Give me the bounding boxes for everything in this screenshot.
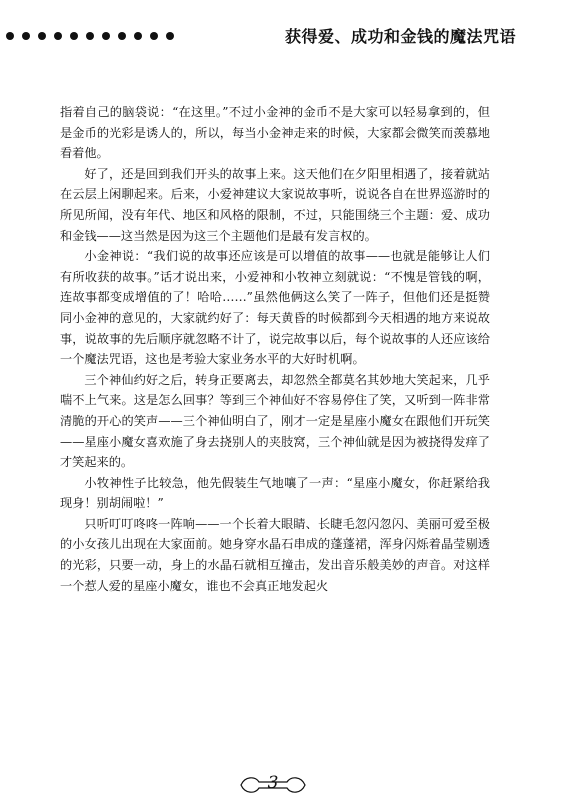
header-dot [134,32,142,40]
header-dot [166,32,174,40]
header-dot [70,32,78,40]
paragraph: 指着自己的脑袋说：“在这里。”不过小金神的金币不是大家可以轻易拿到的，但是金币的光彩是诱人的，所以，每当小金神走来的时候，大家都会微笑而羡慕地看着他。 [60,105,490,161]
paragraph: 小金神说：“我们说的故事还应该是可以增值的故事——也就是能够让人们有所收获的故事。”话才说出来，小爱神和小牧神立刻就说：“不愧是管钱的啊，连故事都变成增值的了！哈哈……”虽然他俩这么笑了一阵子，但他们还是挺赞同小金神的意见的，大家就约好了：每天黄昏的时候都到今天相遇的地方来说故事，说故事的先后顺序就忽略不计了，说完故事以后，每个说故事的人还应该给一个魔法咒语，这也是考验大家业务水平的大好时机啊。 [60,249,490,367]
header-dot [150,32,158,40]
paragraph: 只听叮叮咚咚一阵响——一个长着大眼睛、长睫毛忽闪忽闪、美丽可爱至极的小女孩儿出现在大家面前。她身穿水晶石串成的蓬蓬裙，浑身闪烁着晶莹剔透的光彩，只要一动，身上的水晶石就相互撞击，发出音乐般美妙的声音。对这样一个惹人爱的星座小魔女，谁也不会真正地发起火 [60,516,490,593]
page-number-ornament [237,770,309,800]
header-dot [22,32,30,40]
body-text [60,102,490,596]
paragraph: 小牧神性子比较急，他先假装生气地嚷了一声：“星座小魔女，你赶紧给我现身！别胡闹啦！” [60,475,490,511]
running-header [0,22,570,52]
header-title: 获得爱、成功和金钱的魔法咒语 [284,27,516,46]
header-dot [6,32,14,40]
header-dot [38,32,46,40]
header-dot [118,32,126,40]
page-number: 3 [267,773,279,793]
paragraph: 三个神仙约好之后，转身正要离去，却忽然全都莫名其妙地大笑起来，几乎喘不上气来。这是怎么回事？等到三个神仙好不容易停住了笑，又听到一阵非常清脆的开心的笑声——三个神仙明白了，刚才一定是星座小魔女在跟他们开玩笑——星座小魔女喜欢施了身去挠别人的夹肢窝，三个神仙就是因为被挠得发痒了才笑起来的。 [60,372,490,470]
header-dot [102,32,110,40]
paragraph: 好了，还是回到我们开头的故事上来。这天他们在夕阳里相遇了，接着就站在云层上闲聊起来。后来，小爱神建议大家说故事听，说说各自在世界巡游时的所见所闻，没有年代、地区和风格的限制，不过，只能围绕三个主题：爱、成功和金钱——这当然是因为这三个主题他们是最有发言权的。 [60,166,490,243]
header-dot-row [6,32,174,42]
header-dot [54,32,62,40]
header-dot [86,32,94,40]
